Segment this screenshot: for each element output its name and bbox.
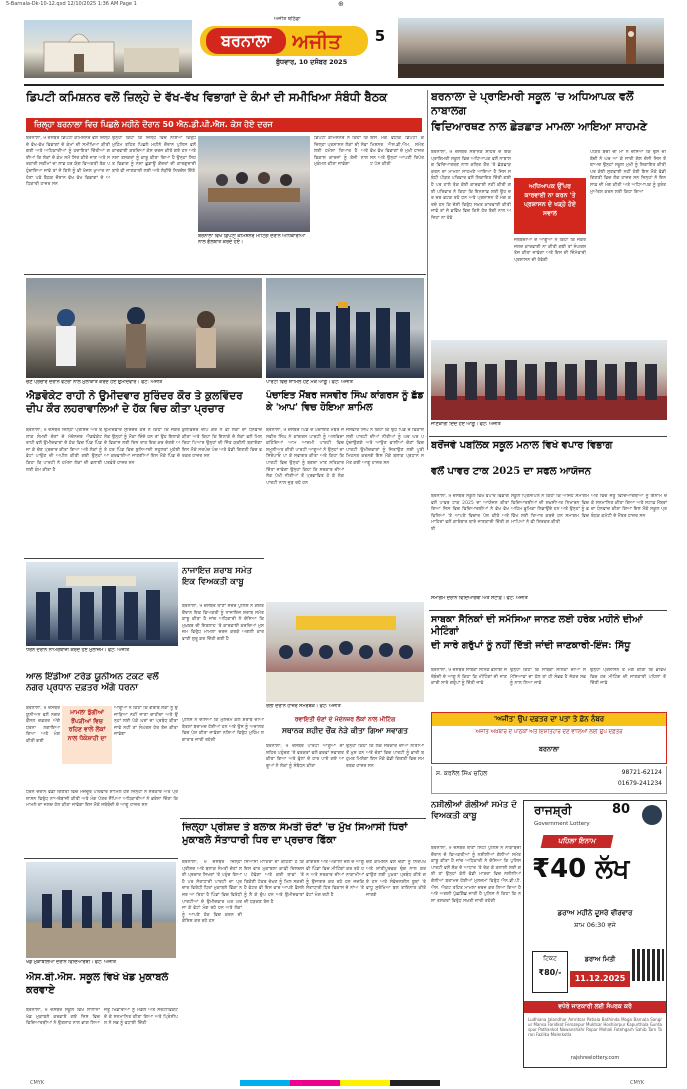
group-photo-illustration — [431, 340, 667, 420]
masthead-left-photo — [24, 20, 192, 78]
lead-body-col2: ਉਨ੍ਹਾਂ ਕਿਹਾ ਕਿ ਜ਼ਿਲ੍ਹੇ ਵਿਚ ਨਸ਼ਿਆਂ ਵਿਰੁੱਧ ਮੁਹਿੰਮ ਤਹਿਤ ਪਿਛਲੇ ਮਹੀਨੇ ਦੌਰਾਨ ਪੁਲਿਸ ਵਲੋਂ ਕਾਰਵਾਈ ਕਰਦਿਆਂ ਕੇਸ ਦਰਜ ਕੀਤੇ ਗਏ ਹਨ ਅਤੇ ਨਸ਼ਾ ਤਸਕਰਾਂ ਨੂੰ ਕਾਬੂ ਕੀਤਾ ਗਿਆ ਹੈ ਉਨ੍ਹਾਂ ਸਿਹਤ ਵਿਭਾਗ ਨੂੰ ਨਸ਼ਾ ਛੁਡਾਊ ਕੇਂਦਰਾਂ ਦੀ ਕਾਰਗੁਜ਼ਾਰੀ ਬਾਰੇ ਵੀ ਜਾਣਕਾਰੀ ਲਈ ਅਤੇ ਲੋੜੀਂਦੇ ਨਿਰਦੇਸ਼ ਦਿੱਤੇ — [112, 136, 196, 174]
masthead-rule — [24, 84, 664, 86]
liquor-headline: ਨਾਜਾਇਜ਼ ਸ਼ਰਾਬ ਸਮੇਤ ਇਕ ਵਿਅਕਤੀ ਕਾਬੂ — [182, 566, 252, 587]
masthead — [24, 12, 664, 82]
meeting-illustration — [198, 136, 310, 232]
lottery-prize-panel — [524, 831, 666, 907]
narcotics-headline: ਨਸ਼ੀਲੀਆਂ ਗੋਲੀਆਂ ਸਮੇਤ ਦੋ ਵਿਅਕਤੀ ਕਾਬੂ — [431, 800, 517, 821]
masthead-title-right: ਅਜੀਤ — [292, 29, 342, 53]
election-body-2: ਸਿਆਸੀ ਮਾਹਿਰਾਂ ਦਾ ਕਹਿਣਾ ਹੈ ਕਿ ਇਸ ਵਾਰ ਮੁਕਾਬਲਾ ਕਾਫ਼ੀ ਦਿਲਚਸਪ ਹੋਵੇਗਾ ਅਤੇ ਕਈ ਥਾਵਾਂ 'ਤੇ ਤਿਕੋਣੀ ਟੱਕਰ ਦੇਖਣ ਨੂੰ ਮਿਲ ਸਕਦੀ ਹੈ ਵੋਟਰ ਵੀ ਇਸ ਵਾਰ ਆਪਣੇ ਫ਼ੈਸਲੇ ਨੂੰ ਲੈ ਕੇ ਚੁੱਪ ਹਨ ਅਤੇ ਉਮੀਦਵਾਰਾਂ ਦੀ ਧੜਕਣ ਤੇਜ਼ ਹੈ — [244, 860, 304, 905]
row-rule-4 — [24, 858, 178, 859]
right-lead-headline-1: ਬਰਨਾਲਾ ਦੇ ਪ੍ਰਾਇਮਰੀ ਸਕੂਲ 'ਚ ਅਧਿਆਪਕ ਵਲੋਂ ਨਾਬਾਲਗ — [431, 90, 634, 117]
notice-contact-row — [431, 766, 667, 794]
sainik-headline-2: ਦੀ ਸਾਰੇ ਗਰੁੱਪਾਂ ਨੂੰ ਨਹੀਂ ਦਿੱਤੀ ਜਾਂਦੀ ਜਾਣਕਾਰੀ-ਇੰਜ: ਸਿੱਧੂ — [431, 640, 631, 651]
sainik-headline-1: ਸਾਬਕਾ ਸੈਨਿਕਾਂ ਦੀ ਸਮੱਸਿਆ ਜਾਨਣ ਲਈ ਹਰੇਕ ਮਹੀਨੇ ਦੀਆਂ ਮੀਟਿੰਗਾਂ — [431, 614, 643, 637]
lottery-draw-date: 11.12.2025 — [570, 971, 630, 987]
lead-photo-caption: ਬਰਨਾਲਾ ਵਿਖੇ ਡਿਪਟੀ ਕਮਿਸ਼ਨਰ ਮੀਟਿੰਗ ਦੌਰਾਨ ਅਧਿਕਾਰੀਆਂ ਨਾਲ ਗੱਲਬਾਤ ਕਰਦੇ ਹੋਏ। — [198, 234, 306, 245]
lottery-prize: ₹40 ਲੱਖ — [532, 854, 630, 884]
cmyk-swatches — [240, 1080, 440, 1086]
panchayat-photo — [266, 278, 424, 378]
crowd-kicker: ਰਵਾਇਤੀ ਚੋਣਾਂ ਦੇ ਮੱਦੇਨਜ਼ਰ ਲੋਕਾਂ ਨਾਲ ਮੀਟਿੰਗ — [294, 716, 396, 723]
right-lead-body-col2: ਜਥੇਬੰਦੀਆਂ ਦੇ ਆਗੂਆਂ ਨੇ ਕਿਹਾ ਕਿ ਜੇਕਰ ਜਲਦ ਕਾਰਵਾਈ ਨਾ ਕੀਤੀ ਗਈ ਤਾਂ ਸੰਘਰਸ਼ ਤੇਜ਼ ਕੀਤਾ ਜਾਵੇਗਾ ਅਤੇ ਇਸ ਦੀ ਜ਼ਿੰਮੇਵਾਰੀ ਪ੍ਰਸ਼ਾਸਨ ਦੀ ਹੋਵੇਗੀ — [514, 238, 586, 263]
lottery-ad[interactable] — [523, 800, 667, 1068]
advocate-body-3: ਕੁਲਵਿੰਦਰ ਦੀਪ ਕੌਰ ਨੇ ਵੀ ਲੋਕਾਂ ਦਾ ਧੰਨਵਾਦ ਕੀਤਾ ਅਤੇ ਕਿਹਾ ਕਿ ਇਲਾਕੇ ਦੇ ਲੋਕਾਂ ਵਲੋਂ ਮਿਲ ਰਿਹਾ ਪਿਆਰ ਉਨ੍ਹਾਂ ਦੀ ਜਿੱਤ ਯਕੀਨੀ ਬਣਾਏਗਾ ਇਸ ਮੌਕੇ ਸਰਪੰਚ ਪੰਚ ਅਤੇ ਵੱਡੀ ਗਿਣਤੀ ਵਿਚ ਵਰਕਰ ਹਾਜ਼ਰ ਸਨ — [182, 428, 262, 460]
notice-phone-2[interactable]: 01679-241234 — [617, 780, 662, 787]
lottery-website[interactable]: rajshreelottery.com — [570, 1055, 620, 1061]
right-lead-body-col1: ਬਰਨਾਲਾ, 9 ਦਸੰਬਰ ਸਥਾਨਕ ਸ਼ਹਿਰ ਦੇ ਇਕ ਪ੍ਰਾਇਮਰੀ ਸਕੂਲ ਵਿਚ ਅਧਿਆਪਕ ਵਲੋਂ ਨਾਬਾਲਗ ਵਿਦਿਆਰਥਣ ਨਾਲ ਕਥਿਤ ਤੌਰ 'ਤੇ ਛੇੜਛਾੜ ਕਰਨ ਦਾ ਮਾਮਲਾ ਸਾਹਮਣੇ ਆਇਆ ਹੈ ਜਿਸ ਸਬੰਧੀ ਪੀੜਤ ਪਰਿਵਾਰ ਵਲੋਂ ਸ਼ਿਕਾਇਤ ਦਿੱਤੀ ਗਈ ਹੈ ਪਰ ਹਾਲੇ ਤੱਕ ਕੋਈ ਕਾਰਵਾਈ ਨਹੀਂ ਕੀਤੀ ਗਈ ਪਰਿਵਾਰ ਨੇ ਕਿਹਾ ਕਿ ਇਨਸਾਫ਼ ਲਈ ਉਹ ਦਰ ਦਰ ਭਟਕ ਰਹੇ ਹਨ ਅਤੇ ਪ੍ਰਸ਼ਾਸਨ ਤੋਂ ਮੰਗ ਕਰਦੇ ਹਨ ਕਿ ਦੋਸ਼ੀ ਵਿਰੁੱਧ ਸਖ਼ਤ ਕਾਰਵਾਈ ਕੀਤੀ ਜਾਵੇ ਤਾਂ ਜੋ ਭਵਿੱਖ ਵਿਚ ਕਿਸੇ ਹੋਰ ਬੱਚੀ ਨਾਲ ਅਜਿਹਾ ਨਾ ਹੋਵੇ — [431, 150, 511, 221]
protest-illustration — [26, 562, 178, 646]
crowd-headline: ਸਥਾਨਕ ਸ਼ਹੀਦ ਚੌਂਕ ਨੇੜੇ ਕੀਤਾ ਗਿਆ ਸਵਾਗਤ — [282, 726, 408, 735]
advocate-photo-caption: ਚੋਣ ਪ੍ਰਚਾਰ ਦੌਰਾਨ ਵੋਟਰਾਂ ਨਾਲ ਮੁਲਾਕਾਤ ਕਰਦੇ ਹੋਏ ਉਮੀਦਵਾਰ। ਫੋਟੋ: ਅਜੀਤ — [26, 380, 163, 385]
row-rule-3 — [180, 818, 426, 819]
advocate-photo — [26, 278, 262, 378]
column-rule-right — [427, 90, 428, 450]
row-rule-right-2 — [429, 610, 667, 611]
edition-label: ਅਜੀਤ ਬਠਿੰਡਾ — [274, 16, 301, 22]
notice-office: ਬਰਨਾਲਾ — [538, 745, 560, 753]
union-body-3: ਧਰਨੇ ਦੌਰਾਨ ਵੱਡੀ ਗਿਣਤੀ ਵਿਚ ਮਜ਼ਦੂਰ ਪਰਿਵਾਰ ਸ਼ਾਮਿਲ ਹੋਏ ਜਿਨ੍ਹਾਂ ਨੇ ਸਰਕਾਰ ਅਤੇ ਪ੍ਰਸ਼ਾਸਨ ਵਿਰੁੱਧ ਨਾਅਰੇਬਾਜ਼ੀ ਕੀਤੀ ਅਤੇ ਮੰਗ ਪੱਤਰ ਸੌਂਪਿਆ ਅਧਿਕਾਰੀਆਂ ਨੇ ਭਰੋਸਾ ਦਿੱਤਾ ਕਿ ਮਾਮਲੇ ਦਾ ਜਲਦ ਹੱਲ ਕੀਤਾ ਜਾਵੇਗਾ ਇਸ ਮੌਕੇ ਜਥੇਬੰਦੀ ਦੇ ਆਗੂ ਹਾਜ਼ਰ ਸਨ — [26, 790, 178, 809]
notice-contact-name: ਸ. ਕਰਨੈਲ ਸਿੰਘ ਚਹਿਲ — [436, 770, 488, 777]
right-lead-headline-2: ਵਿਦਿਆਰਥਣ ਨਾਲ ਛੇੜਛਾੜ ਮਾਮਲਾ ਆਇਆ ਸਾਹਮਣੇ — [431, 120, 648, 133]
clock-tower-illustration — [398, 18, 664, 78]
page-number: 5 — [374, 27, 386, 45]
lottery-brand: ਰਾਜਸ਼੍ਰੀ — [534, 803, 572, 817]
panchayat-body-2: ਜਸਵੀਰ ਸਿੰਘ ਨੇ ਕਿਹਾ ਕਿ ਉਹ ਪਿੰਡ ਦੇ ਵਿਕਾਸ ਲਈ ਪਾਰਟੀ ਦੀਆਂ ਨੀਤੀਆਂ ਨੂੰ ਘਰ ਘਰ ਪਹੁੰਚਾਉਣਗੇ ਅਤੇ ਆਉਣ ਵਾਲੀਆਂ ਚੋਣਾਂ ਵਿਚ ਪਾਰਟੀ ਉਮੀਦਵਾਰਾਂ ਨੂੰ ਜਿਤਾਉਣ ਲਈ ਪੂਰੀ ਮਿਹਨਤ ਕਰਨਗੇ ਇਸ ਮੌਕੇ ਬਲਾਕ ਪ੍ਰਧਾਨ ਸਮੇਤ ਕਈ ਆਗੂ ਹਾਜ਼ਰ ਸਨ — [346, 428, 424, 466]
print-slug: 5-Barnala-Dk-10-12.qxd 12/10/2025 1:36 AM Page 1 — [6, 1, 137, 7]
school-headline: ਐਸ.ਬੀ.ਐਸ. ਸਕੂਲ ਵਿਖੇ ਖੇਡ ਮੁਕਾਬਲੇ ਕਰਵਾਏ — [26, 972, 169, 996]
lead-subhead: ਜ਼ਿਲ੍ਹਾ ਬਰਨਾਲਾ ਵਿਚ ਪਿਛਲੇ ਮਹੀਨੇ ਦੌਰਾਨ 50 ਐਨ.ਡੀ.ਪੀ.ਐਸ. ਕੇਸ ਹੋਏ ਦਰਜ — [26, 118, 422, 132]
registration-mark-icon: ⊕ — [338, 0, 344, 8]
lottery-seal-icon — [642, 805, 662, 825]
lottery-qr-code-icon[interactable] — [632, 949, 664, 981]
election-body-3: ਕਾਂਗਰਸ ਅਤੇ ਅਕਾਲੀ ਦਲ ਦੇ ਆਗੂ ਵੀ ਪਿੰਡਾਂ ਵਿਚ ਮੀਟਿੰਗਾਂ ਕਰ ਰਹੇ ਹਨ ਅਤੇ ਸਰਕਾਰ ਦੀਆਂ ਨਾਕਾਮੀਆਂ ਨੂੰ ਉਜਾਗਰ ਕਰ ਰਹੇ ਹਨ ਜਦਕਿ ਸੱਤਾਧਾਰੀ ਧਿਰ ਵਿਕਾਸ ਦੇ ਨਾਂਅ 'ਤੇ ਵੋਟਾਂ ਮੰਗ ਰਹੀ ਹੈ — [306, 860, 364, 898]
school-photo-caption: ਖੇਡ ਮੁਕਾਬਲਿਆਂ ਦੌਰਾਨ ਵਿਦਿਆਰਥੀ। ਫੋਟੋ: ਅਜੀਤ — [26, 960, 116, 965]
right-lead-photo-caption: ਜਾਣਕਾਰੀ ਦਿੰਦੇ ਹੋਏ ਆਗੂ। ਫੋਟੋ: ਅਜੀਤ — [431, 422, 501, 427]
lottery-subtitle: Government Lottery — [534, 821, 590, 827]
lottery-time: ਸ਼ਾਮ 06:30 ਵਜੇ — [574, 921, 616, 929]
lottery-draw-date-label: ਡਰਾਅ ਮਿਤੀ — [584, 955, 616, 963]
union-body-2: ਆਗੂਆਂ ਨੇ ਕਿਹਾ ਕਿ ਗਰੀਬ ਲੋਕਾਂ ਨੂੰ ਉਜਾੜਿਆ ਨਹੀਂ ਜਾਣਾ ਚਾਹੀਦਾ ਅਤੇ ਉਨ੍ਹਾਂ ਲਈ ਪੱਕੇ ਘਰਾਂ ਦਾ ਪ੍ਰਬੰਧ ਕੀਤਾ ਜਾਵੇ ਨਹੀਂ ਤਾਂ ਸੰਘਰਸ਼ ਹੋਰ ਤੇਜ਼ ਕੀਤਾ ਜਾਵੇਗਾ — [114, 706, 178, 738]
lottery-header — [524, 801, 666, 831]
lead-headline: ਡਿਪਟੀ ਕਮਿਸ਼ਨਰ ਵਲੋਂ ਜ਼ਿਲ੍ਹੇ ਦੇ ਵੱਖ-ਵੱਖ ਵਿਭਾਗਾਂ ਦੇ ਕੰਮਾਂ ਦੀ ਸਮੀਖਿਆ ਸੰਬੰਧੀ ਬੈਠਕ — [26, 90, 388, 104]
lottery-fine-print: Ludhiana Jalandhar Amritsar Patiala Bathinda Moga Barnala Sangrur Mansa Faridkot Ferozepur Muktsar Hoshiarpur Kapurthala Gurdaspur Pathankot Nawanshahr Ropar Mohali Fatehgarh Sahib Tarn Taran Fazilka Malerkotla — [528, 1017, 662, 1037]
color-bar-right: CMYK — [630, 1080, 645, 1086]
sports-body-1: ਬਰਨਾਲਾ, 9 ਦਸੰਬਰ ਸਕੂਲ ਵਿਖੇ ਵਪਾਰ ਵਿਭਾਗ ਵਲੋਂ ਪਾਵਰ ਟਾਕ 2025 ਦਾ ਆਯੋਜਨ ਕੀਤਾ ਗਿਆ ਜਿਸ ਵਿਚ ਵਿਦਿਆਰਥੀਆਂ ਨੇ ਵੱਖ ਵੱਖ ਵਿਸ਼ਿਆਂ 'ਤੇ ਆਪਣੇ ਵਿਚਾਰ ਪੇਸ਼ ਕੀਤੇ ਅਤੇ ਮਾਹਿਰਾਂ ਵਲੋਂ ਕਾਰੋਬਾਰ ਬਾਰੇ ਜਾਣਕਾਰੀ ਦਿੱਤੀ ਗਈ — [431, 494, 509, 532]
lead-body-col1: ਬਰਨਾਲਾ, 9 ਦਸੰਬਰ ਡਿਪਟੀ ਕਮਿਸ਼ਨਰ ਵਲੋਂ ਜ਼ਿਲ੍ਹੇ ਦੇ ਵੱਖ-ਵੱਖ ਵਿਭਾਗਾਂ ਦੇ ਕੰਮਾਂ ਦੀ ਸਮੀਖਿਆ ਕੀਤੀ ਗਈ ਅਤੇ ਅਧਿਕਾਰੀਆਂ ਨੂੰ ਹਦਾਇਤਾਂ ਦਿੱਤੀਆਂ ਗਈਆਂ ਕਿ ਲੋਕਾਂ ਦੇ ਕੰਮ ਸਮੇਂ ਸਿਰ ਕੀਤੇ ਜਾਣ ਅਤੇ ਸਰਕਾਰੀ ਸਕੀਮਾਂ ਦਾ ਲਾਭ ਹਰ ਯੋਗ ਵਿਅਕਤੀ ਤੱਕ ਪਹੁੰਚਾਇਆ ਜਾਵੇ ਤਾਂ ਜੋ ਕਿਸੇ ਨੂੰ ਵੀ ਖੱਜਲ ਖੁਆਰ ਨਾ ਹੋਣਾ ਪਵੇ ਬੈਠਕ ਦੌਰਾਨ ਵੱਖ ਵੱਖ ਵਿਭਾਗਾਂ ਦੇ ਅਧਿਕਾਰੀ ਹਾਜ਼ਰ ਸਨ — [26, 136, 110, 188]
row-rule-1 — [24, 274, 426, 275]
print-header-strip — [0, 0, 687, 9]
notice-body: ਅਜੀਤ ਅਖ਼ਬਾਰ ਦੇ ਪਾਠਕਾਂ ਅਤੇ ਇਸ਼ਤਿਹਾਰ ਦੇਣ ਵਾਲਿਆਂ ਲਈ ਉਪ ਦਫ਼ਤਰ — [475, 729, 623, 735]
masthead-date: ਬੁੱਧਵਾਰ, 10 ਦਸੰਬਰ 2025 — [276, 58, 348, 66]
sports-photo-caption: ਸਮਾਗਮ ਦੌਰਾਨ ਵਿਦਿਆਰਥੀ ਅਤੇ ਸਟਾਫ਼। ਫੋਟੋ: ਅਜੀਤ — [431, 596, 528, 601]
crowd-body-1: ਬਰਨਾਲਾ, 9 ਦਸੰਬਰ ਪਾਰਟੀ ਆਗੂਆਂ ਦਾ ਸ਼ਹਿਰ ਪਹੁੰਚਣ 'ਤੇ ਵਰਕਰਾਂ ਵਲੋਂ ਭਰਵਾਂ ਸਵਾਗਤ ਕੀਤਾ ਗਿਆ ਅਤੇ ਫੁੱਲਾਂ ਦੇ ਹਾਰ ਪਾਏ ਗਏ ਆਗੂਆਂ ਨੇ ਲੋਕਾਂ ਨੂੰ ਸੰਬੋਧਨ ਕੀਤਾ — [266, 744, 344, 769]
lottery-ticket-price: ₹80/- — [538, 968, 562, 977]
lottery-ticket-label: ਟਿਕਟ — [543, 955, 557, 962]
lead-body-col4: ਇਸ ਮੌਕੇ ਵਧੀਕ ਡਿਪਟੀ ਕਮਿਸ਼ਨਰ ਐਸ.ਡੀ.ਐਮ. ਸਮੇਤ ਵੱਖ ਵੱਖ ਵਿਭਾਗਾਂ ਦੇ ਮੁਖੀ ਹਾਜ਼ਰ ਸਨ ਅਤੇ ਉਨ੍ਹਾਂ ਆਪਣੀ ਰਿਪੋਰਟ ਪੇਸ਼ ਕੀਤੀ — [370, 136, 424, 168]
print-footer-strip — [0, 1078, 687, 1089]
election-headline: ਜ਼ਿਲ੍ਹਾ ਪ੍ਰੀਸ਼ਦ ਤੇ ਬਲਾਕ ਸੰਮਤੀ ਚੋਣਾਂ 'ਚ ਮੁੱਖ ਸਿਆਸੀ ਧਿਰਾਂ ਮੁਕਾਬਲੇ ਸੱਤਾਧਾਰੀ ਧਿਰ ਦਾ ਪ੍ਰਚਾਰ ਫਿੱਕਾ — [182, 822, 408, 846]
school-body-2: ਜੇਤੂ ਖਿਡਾਰੀਆਂ ਨੂੰ ਮੈਡਲ ਅਤੇ ਸਰਟੀਫਿਕੇਟ ਦੇ ਕੇ ਸਨਮਾਨਿਤ ਕੀਤਾ ਗਿਆ ਅਤੇ ਪ੍ਰਿੰਸੀਪਲ ਨੇ ਸਭ ਨੂੰ ਵਧਾਈ ਦਿੱਤੀ — [104, 1008, 178, 1027]
masthead-right-photo — [398, 18, 664, 78]
masthead-title-banner — [200, 26, 368, 56]
school-body-1: ਬਰਨਾਲਾ, 9 ਦਸੰਬਰ ਸਕੂਲ ਵਿਖੇ ਸਾਲਾਨਾ ਖੇਡ ਮੁਕਾਬਲੇ ਕਰਵਾਏ ਗਏ ਜਿਸ ਵਿਚ ਵਿਦਿਆਰਥੀਆਂ ਨੇ ਉਤਸ਼ਾਹ ਨਾਲ ਭਾਗ ਲਿਆ — [26, 1008, 100, 1027]
advocate-body-1: ਬਰਨਾਲਾ, 9 ਦਸੰਬਰ ਜ਼ਿਲ੍ਹਾ ਪ੍ਰੀਸ਼ਦ ਅਤੇ ਬਲਾਕ ਸੰਮਤੀ ਚੋਣਾਂ ਦੇ ਮੱਦੇਨਜ਼ਰ ਐਡਵੋਕੇਟ ਰਾਹੀ ਵਲੋਂ ਉਮੀਦਵਾਰਾਂ ਦੇ ਹੱਕ ਵਿਚ ਪਿੰਡ ਪਿੰਡ ਜਾ ਕੇ ਚੋਣ ਪ੍ਰਚਾਰ ਕੀਤਾ ਗਿਆ ਅਤੇ ਲੋਕਾਂ ਨੂੰ ਵੋਟਾਂ ਪਾਉਣ ਦੀ ਅਪੀਲ ਕੀਤੀ ਗਈ ਉਨ੍ਹਾਂ ਕਿਹਾ ਕਿ ਪਾਰਟੀ ਨੇ ਹਮੇਸ਼ਾ ਲੋਕਾਂ ਦੀ ਭਲਾਈ ਲਈ ਕੰਮ ਕੀਤਾ ਹੈ — [26, 428, 102, 473]
sports-illustration — [26, 862, 176, 958]
right-lead-pullquote: ਅਧਿਆਪਕ ਉੱਪਰ ਕਾਰਵਾਈ ਨਾ ਕਰਨ 'ਤੇ ਪ੍ਰਸ਼ਾਸਨ ਦੇ ਖੜ੍ਹੇ ਹੋਏ ਸਵਾਲ — [514, 178, 586, 234]
rally-illustration — [266, 602, 424, 702]
crowd-body-2: ਉਨ੍ਹਾਂ ਕਿਹਾ ਕਿ ਲੋਕ ਸਰਕਾਰ ਦੀਆਂ ਨੀਤੀਆਂ ਤੋਂ ਖੁਸ਼ ਹਨ ਅਤੇ ਚੋਣਾਂ ਵਿਚ ਪਾਰਟੀ ਨੂੰ ਭਾਰੀ ਬਹੁਮਤ ਮਿਲੇਗਾ ਇਸ ਮੌਕੇ ਵੱਡੀ ਗਿਣਤੀ ਵਿਚ ਸਮਰਥਕ ਹਾਜ਼ਰ ਸਨ — [346, 744, 424, 769]
row-rule-right — [429, 436, 667, 437]
row-rule-2 — [24, 558, 264, 559]
sports-headline-1: ਬਰੋਂਜਵੇ ਪਬਲਿਕ ਸਕੂਲ ਮਨਾਲ ਵਿਖੇ ਵਪਾਰ ਵਿਭਾਗ — [431, 440, 613, 451]
crowd-photo — [266, 602, 424, 702]
right-lead-photo — [431, 340, 667, 420]
campaign-illustration — [26, 278, 262, 378]
gurdwara-illustration — [24, 20, 192, 78]
panchayat-body-1: ਬਰਨਾਲਾ, 9 ਦਸੰਬਰ ਪਿੰਡ ਦੇ ਪੰਚਾਇਤ ਮੈਂਬਰ ਜਸਵੀਰ ਸਿੰਘ ਨੇ ਕਾਂਗਰਸ ਪਾਰਟੀ ਨੂੰ ਅਲਵਿਦਾ ਕਹਿੰਦਿਆਂ ਆਮ ਆਦਮੀ ਪਾਰਟੀ ਵਿਚ ਸ਼ਮੂਲੀਅਤ ਕੀਤੀ ਪਾਰਟੀ ਆਗੂਆਂ ਨੇ ਉਨ੍ਹਾਂ ਦਾ ਸਿਰੋਪਾਓ ਪਾ ਕੇ ਸਵਾਗਤ ਕੀਤਾ ਅਤੇ ਕਿਹਾ ਕਿ ਪਾਰਟੀ ਵਿਚ ਉਨ੍ਹਾਂ ਨੂੰ ਬਣਦਾ ਮਾਣ ਸਤਿਕਾਰ ਦਿੱਤਾ ਜਾਵੇਗਾ ਉਨ੍ਹਾਂ ਕਿਹਾ ਕਿ ਸਰਕਾਰ ਦੀਆਂ ਲੋਕ ਪੱਖੀ ਨੀਤੀਆਂ ਤੋਂ ਪ੍ਰਭਾਵਿਤ ਹੋ ਕੇ ਲੋਕ ਪਾਰਟੀ ਨਾਲ ਜੁੜ ਰਹੇ ਹਨ — [266, 428, 344, 486]
sainik-body-1: ਬਰਨਾਲਾ, 9 ਦਸੰਬਰ ਸਾਬਕਾ ਸੈਨਿਕ ਭਲਾਈ ਜਥੇਬੰਦੀ ਦੇ ਆਗੂ ਨੇ ਕਿਹਾ ਕਿ ਮੀਟਿੰਗਾਂ ਦੀ ਜਾਣਕਾਰੀ ਸਾਰੇ ਗਰੁੱਪਾਂ ਨੂੰ ਦਿੱਤੀ ਜਾਵੇ — [431, 668, 507, 687]
advocate-body-2: ਉਮੀਦਵਾਰ ਸੁਰਿੰਦਰ ਕੌਰ ਨੇ ਕਿਹਾ ਕਿ ਜੇਕਰ ਲੋਕ ਉਨ੍ਹਾਂ ਨੂੰ ਮੌਕਾ ਦਿੰਦੇ ਹਨ ਤਾਂ ਉਹ ਇਲਾਕੇ ਦੇ ਵਿਕਾਸ ਲਈ ਦਿਨ ਰਾਤ ਇਕ ਕਰ ਦੇਣਗੇ ਅਤੇ ਹਰ ਪਿੰਡ ਵਿਚ ਬੁਨਿਆਦੀ ਸਹੂਲਤਾਂ ਮੁਹੱਈਆ ਕਰਵਾਈਆਂ ਜਾਣਗੀਆਂ ਇਸ ਮੌਕੇ ਪਿੰਡ ਦੇ ਪਤਵੰਤੇ ਹਾਜ਼ਰ ਸਨ — [104, 428, 180, 466]
sainik-body-2: ਉਨ੍ਹਾਂ ਕਿਹਾ ਕਿ ਸਾਬਕਾ ਸੈਨਿਕਾਂ ਦੀਆਂ ਸਮੱਸਿਆਵਾਂ ਦਾ ਹੱਲ ਤਾਂ ਹੀ ਸੰਭਵ ਹੈ ਜੇਕਰ ਸਭ ਨੂੰ ਨਾਲ ਲਿਆ ਜਾਵੇ — [510, 668, 586, 687]
notice-phone-1[interactable]: 98721-62124 — [621, 769, 662, 776]
protest-photo-caption: ਧਰਨੇ ਦੌਰਾਨ ਨਾਅਰੇਬਾਜ਼ੀ ਕਰਦੇ ਹੋਏ ਮੁਲਾਜ਼ਮ। ਫੋਟੋ: ਅਜੀਤ — [26, 648, 130, 653]
notice-title: 'ਅਜੀਤ' ਉਪ ਦਫ਼ਤਰ ਦਾ ਪਤਾ ਤੇ ਫ਼ੋਨ ਨੰਬਰ — [432, 713, 666, 726]
sainik-body-3: ਉਨ੍ਹਾਂ ਪ੍ਰਸ਼ਾਸਨ ਤੋਂ ਮੰਗ ਕੀਤੀ ਕਿ ਭਵਿੱਖ ਵਿਚ ਹਰ ਮੀਟਿੰਗ ਦੀ ਜਾਣਕਾਰੀ ਪਹਿਲਾਂ ਤੋਂ ਦਿੱਤੀ ਜਾਵੇ — [590, 668, 666, 687]
union-headline: ਆਲ ਇੰਡੀਆ ਟਰੇਡ ਯੂਨੀਅਨ ਟਕਟ ਵਲੋਂ ਨਗਰ ਪ੍ਰਧਾਨ ਦਫ਼ਤਰ ਅੱਗੇ ਧਰਨਾ — [26, 672, 159, 694]
joining-illustration — [266, 278, 424, 378]
crowd-photo-caption: ਰੈਲੀ ਦੌਰਾਨ ਹਾਜ਼ਰ ਸਮਰਥਕ। ਫੋਟੋ: ਅਜੀਤ — [266, 704, 341, 709]
lottery-draw-text: ਡਰਾਅ ਮਹੀਨੇ ਦੂਸਰੇ ਵੀਰਵਾਰ — [557, 909, 633, 917]
color-bar-left: CMYK — [30, 1080, 45, 1086]
lottery-footer: ਵਧੇਰੇ ਜਾਣਕਾਰੀ ਲਈ ਸੰਪਰਕ ਕਰੋ — [524, 1001, 666, 1013]
masthead-banner — [200, 16, 368, 68]
sports-headline-2: ਵਲੋਂ ਪਾਵਰ ਟਾਕ 2025 ਦਾ ਸਫਲ ਆਯੋਜਨ — [431, 466, 592, 477]
masthead-title-left: ਬਰਨਾਲਾ — [206, 28, 286, 54]
panchayat-photo-caption: ਪਾਰਟੀ ਵਿਚ ਸ਼ਾਮਿਲ ਹੋਣ ਮੌਕੇ ਆਗੂ। ਫੋਟੋ: ਅਜੀਤ — [266, 380, 353, 385]
union-body-1: ਬਰਨਾਲਾ, 9 ਦਸੰਬਰ ਯੂਨੀਅਨ ਵਲੋਂ ਨਗਰ ਕੌਂਸਲ ਦਫ਼ਤਰ ਅੱਗੇ ਧਰਨਾ ਲਗਾਇਆ ਗਿਆ ਅਤੇ ਮੰਗ ਕੀਤੀ ਗਈ — [26, 706, 60, 744]
liquor-body: ਬਰਨਾਲਾ, 9 ਦਸੰਬਰ ਥਾਣਾ ਸਦਰ ਪੁਲਿਸ ਨੇ ਗਸ਼ਤ ਦੌਰਾਨ ਇਕ ਵਿਅਕਤੀ ਨੂੰ ਨਾਜਾਇਜ਼ ਸ਼ਰਾਬ ਸਮੇਤ ਕਾਬੂ ਕੀਤਾ ਹੈ ਜਾਂਚ ਅਧਿਕਾਰੀ ਨੇ ਦੱਸਿਆ ਕਿ ਮੁਖ਼ਬਰ ਦੀ ਇਤਲਾਹ 'ਤੇ ਕਾਰਵਾਈ ਕਰਦਿਆਂ ਮੁਲਜ਼ਮ ਵਿਰੁੱਧ ਮਾਮਲਾ ਦਰਜ ਕਰਕੇ ਅਗਲੀ ਕਾਰਵਾਈ ਸ਼ੁਰੂ ਕਰ ਦਿੱਤੀ ਗਈ ਹੈ — [182, 604, 264, 642]
protest-photo — [26, 562, 178, 646]
narcotics-body-1: ਬਰਨਾਲਾ, 9 ਦਸੰਬਰ ਥਾਣਾ ਸਿਟੀ ਪੁਲਿਸ ਨੇ ਨਾਕਾਬੰਦੀ ਦੌਰਾਨ ਦੋ ਵਿਅਕਤੀਆਂ ਨੂੰ ਨਸ਼ੀਲੀਆਂ ਗੋਲੀਆਂ ਸਮੇਤ ਕਾਬੂ ਕੀਤਾ ਹੈ ਜਾਂਚ ਅਧਿਕਾਰੀ ਨੇ ਦੱਸਿਆ ਕਿ ਪੁਲਿਸ ਪਾਰਟੀ ਵਲੋਂ ਸ਼ੱਕ ਦੇ ਆਧਾਰ 'ਤੇ ਰੋਕ ਕੇ ਤਲਾਸ਼ੀ ਲਈ ਗਈ ਤਾਂ ਉਨ੍ਹਾਂ ਕੋਲੋਂ ਵੱਡੀ ਮਾਤਰਾ ਵਿਚ ਨਸ਼ੀਲੀਆਂ ਗੋਲੀਆਂ ਬਰਾਮਦ ਹੋਈਆਂ ਮੁਲਜ਼ਮਾਂ ਵਿਰੁੱਧ ਐਨ.ਡੀ.ਪੀ.ਐਸ. ਐਕਟ ਤਹਿਤ ਮਾਮਲਾ ਦਰਜ ਕਰ ਲਿਆ ਗਿਆ ਹੈ ਅਤੇ ਅਗਲੀ ਪੁੱਛਗਿੱਛ ਜਾਰੀ ਹੈ ਪੁਲਿਸ ਨੇ ਕਿਹਾ ਕਿ ਨਸ਼ਾ ਤਸਕਰਾਂ ਵਿਰੁੱਧ ਸਖ਼ਤੀ ਜਾਰੀ ਰਹੇਗੀ — [431, 846, 521, 904]
election-body-1: ਬਰਨਾਲਾ, 9 ਦਸੰਬਰ ਜ਼ਿਲ੍ਹਾ ਪ੍ਰੀਸ਼ਦ ਅਤੇ ਬਲਾਕ ਸੰਮਤੀ ਚੋਣਾਂ ਲਈ ਪ੍ਰਚਾਰ ਸਿਖਰਾਂ 'ਤੇ ਪਹੁੰਚ ਗਿਆ ਹੈ ਪਰ ਸੱਤਾਧਾਰੀ ਪਾਰਟੀ ਦਾ ਪ੍ਰਚਾਰ ਵਿਰੋਧੀ ਧਿਰਾਂ ਮੁਕਾਬਲੇ ਫਿੱਕਾ ਨਜ਼ਰ ਆ ਰਿਹਾ ਹੈ ਪਿੰਡਾਂ ਵਿਚ ਵਿਰੋਧੀ ਪਾਰਟੀਆਂ ਦੇ ਉਮੀਦਵਾਰ ਘਰ ਘਰ ਜਾ ਕੇ ਵੋਟਾਂ ਮੰਗ ਰਹੇ ਹਨ ਅਤੇ ਲੋਕਾਂ ਨੂੰ ਆਪਣੇ ਹੱਕ ਵਿਚ ਕਰਨ ਦੀ ਕੋਸ਼ਿਸ਼ ਕਰ ਰਹੇ ਹਨ — [182, 860, 242, 925]
sports-body-2: ਸਕੂਲ ਪ੍ਰਿੰਸੀਪਲ ਨੇ ਕਿਹਾ ਕਿ ਅਜਿਹੇ ਸਮਾਗਮ ਵਿਦਿਆਰਥੀਆਂ ਦੀ ਸ਼ਖ਼ਸੀਅਤ ਨਿਖਾਰਨ ਵਿਚ ਅਹਿਮ ਭੂਮਿਕਾ ਨਿਭਾਉਂਦੇ ਹਨ ਅਤੇ ਉਨ੍ਹਾਂ ਨੂੰ ਭਵਿੱਖ ਲਈ ਤਿਆਰ ਕਰਦੇ ਹਨ ਸਮਾਗਮ ਵਿਚ ਮਾਪਿਆਂ ਨੇ ਵੀ ਸ਼ਿਰਕਤ ਕੀਤੀ — [511, 494, 589, 526]
sports-body-3: ਅੰਤ ਵਿਚ ਜੇਤੂ ਵਿਦਿਆਰਥੀਆਂ ਨੂੰ ਇਨਾਮ ਦੇ ਕੇ ਸਨਮਾਨਿਤ ਕੀਤਾ ਗਿਆ ਅਤੇ ਸਟਾਫ਼ ਮੈਂਬਰਾਂ ਦਾ ਧੰਨਵਾਦ ਕੀਤਾ ਗਿਆ ਇਸ ਮੌਕੇ ਸਕੂਲ ਪ੍ਰਬੰਧਕ ਕਮੇਟੀ ਦੇ ਮੈਂਬਰ ਹਾਜ਼ਰ ਸਨ — [591, 494, 667, 519]
advocate-headline: ਐਡਵੋਕੇਟ ਰਾਹੀ ਨੇ ਉਮੀਦਵਾਰ ਸੁਰਿੰਦਰ ਕੌਰ ਤੇ ਕੁਲਵਿੰਦਰ ਦੀਪ ਕੌਰ ਲਹਰਾਵਾਲਿਆਂ ਦੇ ਹੱਕ ਵਿਚ ਕੀਤਾ ਪ੍ਰਚਾਰ — [26, 390, 243, 416]
liquor-body-2: ਪੁਲਿਸ ਨੇ ਦੱਸਿਆ ਕਿ ਮੁਲਜ਼ਮ ਕੋਲੋਂ ਸ਼ਰਾਬ ਦੀਆਂ ਬੋਤਲਾਂ ਬਰਾਮਦ ਹੋਈਆਂ ਹਨ ਅਤੇ ਉਸ ਨੂੰ ਅਦਾਲਤ ਵਿਚ ਪੇਸ਼ ਕੀਤਾ ਜਾਵੇਗਾ ਨਸ਼ਿਆਂ ਵਿਰੁੱਧ ਮੁਹਿੰਮ ਲਗਾਤਾਰ ਜਾਰੀ ਰਹੇਗੀ — [182, 718, 264, 743]
school-photo — [26, 862, 176, 958]
election-body-4: ਚੋਣ ਕਮਿਸ਼ਨ ਵਲੋਂ ਚੋਣਾਂ ਨੂੰ ਨਿਰਪੱਖ ਅਤੇ ਸ਼ਾਂਤੀਪੂਰਵਕ ਢੰਗ ਨਾਲ ਕਰਵਾਉਣ ਲਈ ਪੁਖ਼ਤਾ ਪ੍ਰਬੰਧ ਕੀਤੇ ਗਏ ਹਨ ਅਤੇ ਸੰਵੇਦਨਸ਼ੀਲ ਬੂਥਾਂ 'ਤੇ ਵਾਧੂ ਸੁਰੱਖਿਆ ਬਲ ਤਾਇਨਾਤ ਕੀਤੇ ਜਾਣਗੇ — [366, 860, 426, 898]
lottery-ticket-box — [532, 951, 568, 993]
panchayat-headline: ਪੰਚਾਇਤ ਮੈਂਬਰ ਜਸਵੀਰ ਸਿੰਘ ਕਾਂਗਰਸ ਨੂੰ ਛੱਡ ਕੇ 'ਆਪ' ਵਿਚ ਹੋਇਆ ਸ਼ਾਮਿਲ — [266, 390, 424, 413]
lead-body-col3: ਡਿਪਟੀ ਕਮਿਸ਼ਨਰ ਨੇ ਕਿਹਾ ਕਿ ਜ਼ਿਲ੍ਹਾ ਪ੍ਰਸ਼ਾਸਨ ਲੋਕਾਂ ਦੀ ਸੇਵਾ ਲਈ ਹਮੇਸ਼ਾ ਤਿਆਰ ਹੈ ਅਤੇ ਵਿਕਾਸ ਕਾਰਜਾਂ ਨੂੰ ਤੇਜ਼ੀ ਨਾਲ ਮੁਕੰਮਲ ਕੀਤਾ ਜਾਵੇਗਾ — [314, 136, 368, 168]
lottery-badge: ਪਹਿਲਾ ਇਨਾਮ — [541, 835, 614, 848]
right-lead-body-col3: ਪੀੜਤ ਬੱਚੀ ਦੀ ਮਾਂ ਨੇ ਦੱਸਿਆ ਕਿ ਉਸ ਦੀ ਬੱਚੀ ਨੇ ਘਰ ਆ ਕੇ ਸਾਰੀ ਗੱਲ ਦੱਸੀ ਜਿਸ ਤੋਂ ਬਾਅਦ ਉਨ੍ਹਾਂ ਸਕੂਲ ਮੁਖੀ ਨੂੰ ਸ਼ਿਕਾਇਤ ਕੀਤੀ ਪਰ ਕੋਈ ਸੁਣਵਾਈ ਨਹੀਂ ਹੋਈ ਇਸ ਮੌਕੇ ਵੱਡੀ ਗਿਣਤੀ ਵਿਚ ਲੋਕ ਹਾਜ਼ਰ ਸਨ ਜਿਨ੍ਹਾਂ ਨੇ ਇਨਸਾਫ਼ ਦੀ ਮੰਗ ਕੀਤੀ ਅਤੇ ਅਧਿਆਪਕ ਨੂੰ ਤੁਰੰਤ ਮੁਅੱਤਲ ਕਰਨ ਲਈ ਕਿਹਾ ਗਿਆ — [590, 150, 666, 195]
lottery-number: 80 — [612, 802, 631, 817]
notice-box — [431, 712, 667, 764]
union-pullquote: ਮਾਮਲਾ ਝੁੱਗੀਆਂ ਝੌਂਪੜੀਆਂ ਵਿਚ ਰਹਿਣ ਵਾਲੇ ਲੋਕਾਂ ਨਾਲ ਧੱਕੇਸ਼ਾਹੀ ਦਾ — [62, 706, 112, 764]
lead-photo — [198, 136, 310, 232]
